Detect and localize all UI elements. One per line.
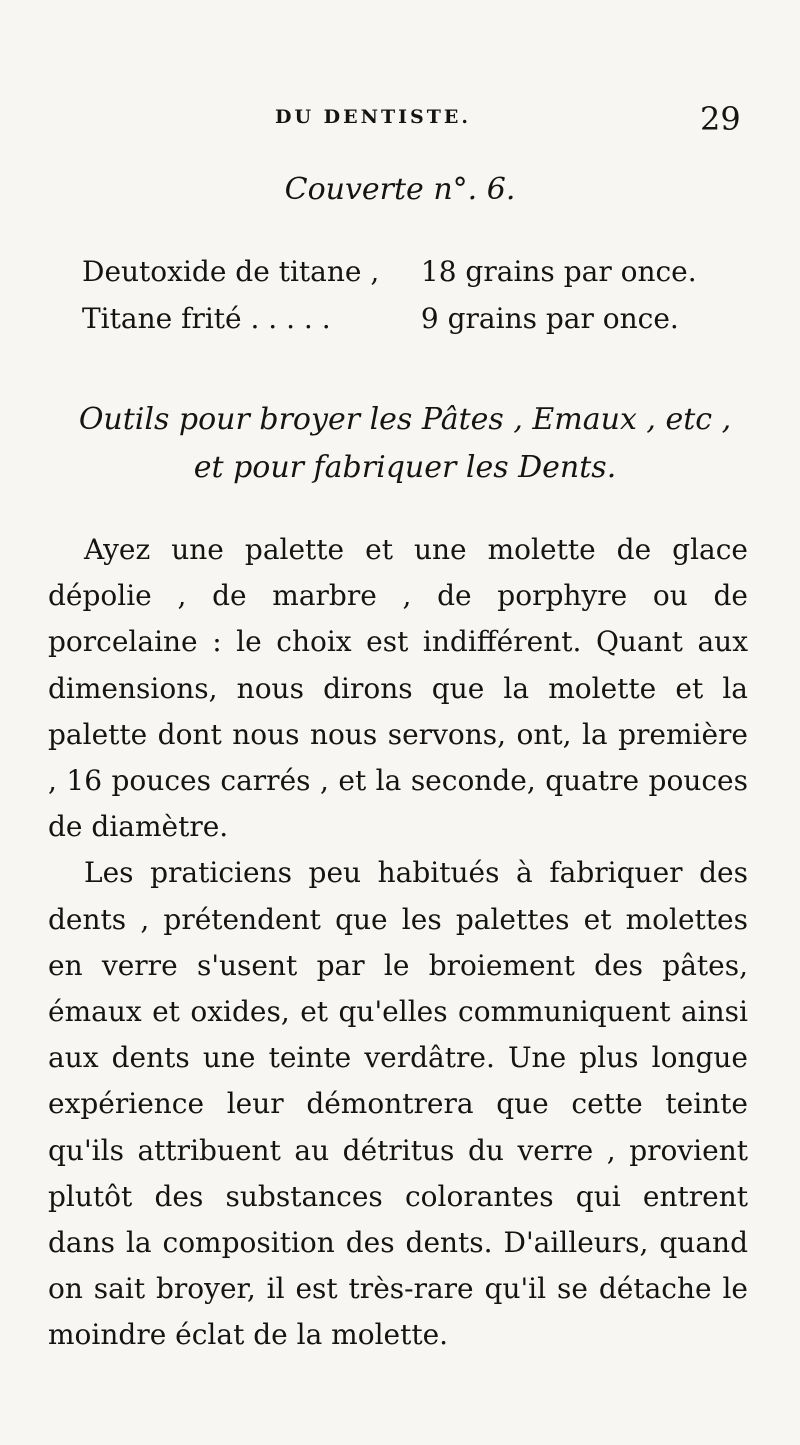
page-number: 29	[700, 100, 741, 138]
heading-line: et pour fabriquer les Dents.	[193, 450, 617, 485]
chapter-heading	[40, 396, 770, 492]
section-title: Couverte n°. 6.	[284, 172, 516, 207]
formula-line	[82, 255, 732, 288]
page-header	[0, 100, 800, 140]
running-head: DU DENTISTE.	[275, 106, 471, 128]
body-text	[48, 527, 748, 1359]
formula-line	[82, 302, 732, 335]
heading-line: Outils pour broyer les Pâtes , Emaux , etc ,	[78, 402, 732, 437]
ingredient-amount: 18 grains par once.	[420, 255, 697, 288]
ingredient-amount: 9 grains par once.	[420, 302, 679, 335]
ingredient-name: Deutoxide de titane ,	[82, 255, 380, 288]
ingredient-name: Titane frité . . . . .	[82, 302, 331, 335]
paragraph: Ayez une palette et une molette de glace dépolie , de marbre , de porphyre ou de porcelaine : le choix est indifférent. Quant aux dimensions, nous dirons que la molette et la palette dont nous nous servons, ont, la première , 16 pouces carrés , et la seconde, quatre pouces de diamètre.	[48, 533, 748, 844]
paragraph: Les praticiens peu habitués à fabriquer des dents , prétendent que les palettes et molettes en verre s'usent par le broiement des pâtes, émaux et oxides, et qu'elles communiquent ainsi aux dents une teinte verdâtre. Une plus longue expérience leur démontrera que cette teinte qu'ils attribuent au détritus du verre , provient plutôt des substances colorantes qui entrent dans la composition des dents. D'ailleurs, quand on sait broyer, il est très-rare qu'il se détache le moindre éclat de la molette.	[48, 856, 748, 1352]
